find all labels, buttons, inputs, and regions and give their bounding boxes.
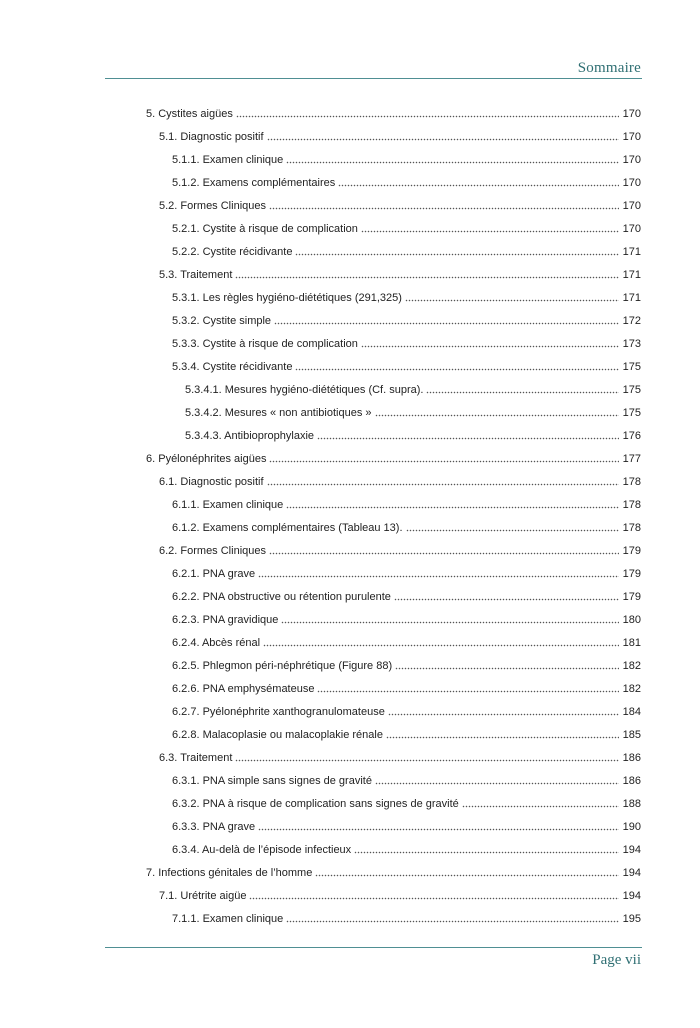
toc-dot-leader	[462, 799, 619, 808]
toc-entry[interactable]	[146, 148, 641, 171]
toc-entry[interactable]	[146, 907, 641, 930]
toc-entry-page-number: 194	[622, 866, 641, 879]
toc-entry-title: 6.3.2. PNA à risque de complication sans signes de gravité	[172, 797, 459, 810]
toc-entry-page-number: 175	[622, 360, 641, 373]
toc-entry-page-number: 171	[622, 291, 641, 304]
toc-entry-title: 5.3.4.2. Mesures « non antibiotiques »	[185, 406, 372, 419]
toc-dot-leader	[258, 569, 619, 578]
toc-entry-title: 5.1.1. Examen clinique	[172, 153, 284, 166]
toc-entry-title: 5.1. Diagnostic positif	[159, 130, 264, 143]
toc-dot-leader	[388, 707, 619, 716]
toc-entry-page-number: 178	[622, 498, 641, 511]
toc-dot-leader	[354, 845, 619, 854]
toc-entry-page-number: 186	[622, 774, 641, 787]
toc-entry[interactable]	[146, 424, 641, 447]
toc-dot-leader	[395, 661, 619, 670]
toc-dot-leader	[267, 132, 619, 141]
toc-entry-page-number: 175	[622, 406, 641, 419]
toc-entry-title: 7.1.1. Examen clinique	[172, 912, 284, 925]
toc-entry-page-number: 185	[622, 728, 641, 741]
toc-entry[interactable]	[146, 861, 641, 884]
toc-entry-title: 6.2.5. Phlegmon péri-néphrétique (Figure 88)	[172, 659, 393, 672]
toc-entry-page-number: 181	[622, 636, 641, 649]
toc-entry-page-number: 180	[622, 613, 641, 626]
toc-entry-page-number: 171	[622, 245, 641, 258]
toc-entry-title: 6.3.1. PNA simple sans signes de gravité	[172, 774, 372, 787]
toc-dot-leader	[405, 293, 619, 302]
toc-entry-title: 5.1.2. Examens complémentaires	[172, 176, 336, 189]
toc-dot-leader	[235, 753, 619, 762]
toc-entry[interactable]	[146, 217, 641, 240]
toc-entry[interactable]	[146, 470, 641, 493]
toc-entry[interactable]	[146, 355, 641, 378]
toc-entry-title: 7. Infections génitales de l’homme	[146, 866, 313, 879]
toc-entry[interactable]	[146, 516, 641, 539]
toc-entry-title: 6.2. Formes Cliniques	[159, 544, 266, 557]
toc-entry-page-number: 170	[622, 222, 641, 235]
toc-entry-page-number: 186	[622, 751, 641, 764]
toc-entry[interactable]	[146, 585, 641, 608]
toc-entry-page-number: 179	[622, 590, 641, 603]
toc-entry[interactable]	[146, 286, 641, 309]
toc-entry[interactable]	[146, 240, 641, 263]
toc-dot-leader	[406, 523, 619, 532]
toc-entry-title: 5.3.4. Cystite récidivante	[172, 360, 293, 373]
toc-entry-title: 6.2.2. PNA obstructive ou rétention purulente	[172, 590, 391, 603]
toc-entry[interactable]	[146, 401, 641, 424]
toc-entry-page-number: 170	[622, 107, 641, 120]
toc-entry-page-number: 170	[622, 153, 641, 166]
toc-entry-page-number: 194	[622, 889, 641, 902]
toc-dot-leader	[286, 155, 619, 164]
table-of-contents	[146, 102, 641, 930]
toc-entry-page-number: 179	[622, 567, 641, 580]
toc-entry-title: 5.3.1. Les règles hygiéno-diététiques (291,325)	[172, 291, 402, 304]
toc-entry-title: 6.2.4. Abcès rénal	[172, 636, 261, 649]
toc-entry-title: 5.3.2. Cystite simple	[172, 314, 272, 327]
toc-dot-leader	[269, 201, 619, 210]
toc-entry-title: 6.2.8. Malacoplasie ou malacoplakie rénale	[172, 728, 383, 741]
toc-entry[interactable]	[146, 171, 641, 194]
toc-entry-page-number: 172	[622, 314, 641, 327]
toc-dot-leader	[295, 247, 619, 256]
toc-entry-title: 5. Cystites aigües	[146, 107, 233, 120]
toc-entry[interactable]	[146, 447, 641, 470]
toc-entry-title: 6.3. Traitement	[159, 751, 233, 764]
toc-entry[interactable]	[146, 125, 641, 148]
toc-entry-page-number: 175	[622, 383, 641, 396]
toc-entry-title: 6.2.1. PNA grave	[172, 567, 256, 580]
toc-dot-leader	[286, 914, 619, 923]
toc-entry-title: 6.2.7. Pyélonéphrite xanthogranulomateuse	[172, 705, 385, 718]
toc-entry-title: 5.2.1. Cystite à risque de complication	[172, 222, 358, 235]
toc-dot-leader	[286, 500, 619, 509]
toc-entry-page-number: 176	[622, 429, 641, 442]
toc-dot-leader	[267, 477, 619, 486]
toc-dot-leader	[361, 339, 619, 348]
toc-dot-leader	[235, 270, 619, 279]
toc-entry[interactable]	[146, 815, 641, 838]
toc-entry[interactable]	[146, 654, 641, 677]
toc-dot-leader	[236, 109, 619, 118]
toc-entry[interactable]	[146, 309, 641, 332]
toc-entry-page-number: 171	[622, 268, 641, 281]
toc-entry[interactable]	[146, 769, 641, 792]
page-header-title: Sommaire	[577, 60, 641, 76]
toc-entry-page-number: 194	[622, 843, 641, 856]
toc-entry[interactable]	[146, 539, 641, 562]
toc-dot-leader	[274, 316, 619, 325]
toc-entry[interactable]	[146, 194, 641, 217]
toc-dot-leader	[394, 592, 619, 601]
toc-entry-title: 5.3. Traitement	[159, 268, 233, 281]
toc-entry-title: 5.3.3. Cystite à risque de complication	[172, 337, 358, 350]
toc-entry[interactable]	[146, 102, 641, 125]
toc-entry-title: 7.1. Urétrite aigüe	[159, 889, 247, 902]
toc-entry-title: 6.1. Diagnostic positif	[159, 475, 264, 488]
toc-entry-page-number: 173	[622, 337, 641, 350]
toc-entry-title: 6.1.2. Examens complémentaires (Tableau 13).	[172, 521, 403, 534]
toc-entry-page-number: 170	[622, 176, 641, 189]
header-rule	[105, 78, 642, 79]
toc-entry-page-number: 177	[622, 452, 641, 465]
toc-entry-page-number: 170	[622, 130, 641, 143]
toc-entry-title: 6.3.4. Au-delà de l’épisode infectieux	[172, 843, 352, 856]
toc-dot-leader	[317, 431, 619, 440]
toc-entry-page-number: 178	[622, 521, 641, 534]
toc-dot-leader	[386, 730, 619, 739]
toc-entry[interactable]	[146, 723, 641, 746]
toc-entry-title: 6.1.1. Examen clinique	[172, 498, 284, 511]
toc-entry-title: 6.2.6. PNA emphysémateuse	[172, 682, 315, 695]
toc-entry[interactable]	[146, 631, 641, 654]
toc-dot-leader	[295, 362, 619, 371]
toc-entry[interactable]	[146, 746, 641, 769]
toc-entry-page-number: 182	[622, 682, 641, 695]
toc-entry-page-number: 188	[622, 797, 641, 810]
toc-entry[interactable]	[146, 677, 641, 700]
toc-entry[interactable]	[146, 332, 641, 355]
toc-entry-page-number: 182	[622, 659, 641, 672]
toc-entry-page-number: 179	[622, 544, 641, 557]
toc-entry[interactable]	[146, 838, 641, 861]
toc-entry[interactable]	[146, 378, 641, 401]
toc-dot-leader	[269, 454, 619, 463]
toc-entry-title: 6.2.3. PNA gravidique	[172, 613, 279, 626]
toc-entry[interactable]	[146, 884, 641, 907]
toc-dot-leader	[426, 385, 619, 394]
page-number: Page vii	[592, 952, 641, 968]
toc-entry-title: 6.3.3. PNA grave	[172, 820, 256, 833]
toc-entry-title: 5.3.4.3. Antibioprophylaxie	[185, 429, 315, 442]
toc-entry[interactable]	[146, 608, 641, 631]
toc-entry[interactable]	[146, 700, 641, 723]
toc-entry-title: 5.2. Formes Cliniques	[159, 199, 266, 212]
toc-entry-page-number: 195	[622, 912, 641, 925]
toc-entry[interactable]	[146, 493, 641, 516]
footer-rule	[105, 947, 642, 948]
toc-dot-leader	[249, 891, 619, 900]
toc-entry-title: 5.3.4.1. Mesures hygiéno-diététiques (Cf. supra).	[185, 383, 424, 396]
toc-entry-page-number: 170	[622, 199, 641, 212]
toc-dot-leader	[258, 822, 619, 831]
toc-entry-page-number: 178	[622, 475, 641, 488]
toc-dot-leader	[361, 224, 619, 233]
toc-entry[interactable]	[146, 263, 641, 286]
toc-dot-leader	[315, 868, 619, 877]
toc-dot-leader	[269, 546, 619, 555]
toc-dot-leader	[263, 638, 619, 647]
toc-dot-leader	[281, 615, 619, 624]
toc-entry[interactable]	[146, 792, 641, 815]
toc-dot-leader	[375, 776, 619, 785]
toc-dot-leader	[375, 408, 619, 417]
toc-entry-title: 5.2.2. Cystite récidivante	[172, 245, 293, 258]
toc-dot-leader	[338, 178, 619, 187]
toc-entry-page-number: 184	[622, 705, 641, 718]
toc-dot-leader	[317, 684, 619, 693]
toc-entry[interactable]	[146, 562, 641, 585]
toc-entry-title: 6. Pyélonéphrites aigües	[146, 452, 267, 465]
toc-entry-page-number: 190	[622, 820, 641, 833]
